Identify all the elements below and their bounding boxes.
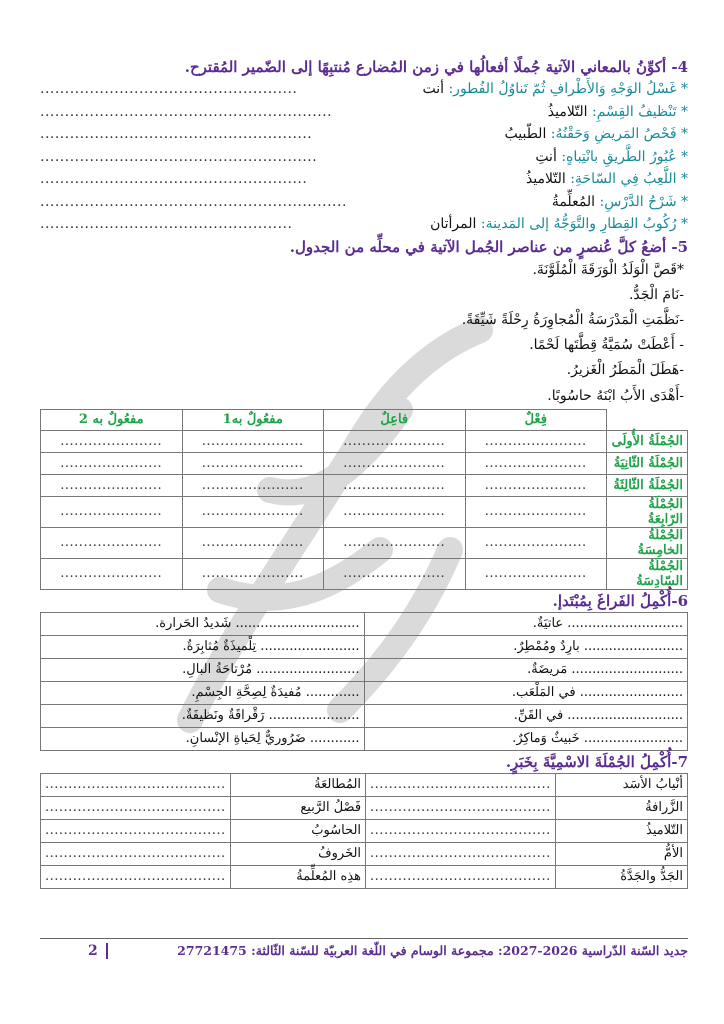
q5-answer-cell[interactable]: ...................... <box>182 474 324 496</box>
q6-row <box>41 727 688 750</box>
q4-item-text: * فَحْصُ المَريضِ وَحَقْنُهُ: <box>550 126 688 142</box>
q5-row-label: الجُمْلَةُ السّادِسَةُ <box>607 558 688 589</box>
q5-answer-cell[interactable]: ...................... <box>41 452 183 474</box>
q7-subject: الأمُّ <box>555 842 687 865</box>
q6-cell[interactable]: ........................ خَبيثٌ وَماكِرٌ. <box>364 727 688 750</box>
q5-row <box>41 452 688 474</box>
q5-row-label: الجُمْلَةُ الخامِسَةُ <box>607 527 688 558</box>
q4-item <box>40 168 688 191</box>
q4-answer-blank[interactable]: ....................................................... <box>40 126 313 142</box>
q4-item-prompt <box>548 101 688 124</box>
q5-row-label: الجُمْلَةُ الثّالِثَةُ <box>607 474 688 496</box>
q7-answer-blank[interactable]: ....................................... <box>41 842 231 865</box>
q5-answer-cell[interactable]: ...................... <box>41 527 183 558</box>
q4-item <box>40 191 688 214</box>
q4-item-prompt <box>526 168 688 191</box>
q5-corner <box>607 409 688 430</box>
q5-answer-cell[interactable]: ...................... <box>41 558 183 589</box>
q7-answer-blank[interactable]: ....................................... <box>366 842 556 865</box>
q4-item <box>40 78 688 101</box>
q5-row <box>41 474 688 496</box>
q5-row-label: الجُمْلَةُ الرّابِعَةُ <box>607 496 688 527</box>
q7-answer-blank[interactable]: ....................................... <box>366 819 556 842</box>
q6-table <box>40 612 688 751</box>
q5-row <box>41 430 688 452</box>
q5-answer-cell[interactable]: ...................... <box>182 430 324 452</box>
q5-title: 5- أضعُ كلَّ عُنصرٍ من عناصر الجُمل الآتية في محلِّه من الجدول. <box>289 237 688 256</box>
q5-sentence: -أَهْدَى الأَبُ ابْنَهُ حاسُوبًا. <box>547 387 684 404</box>
q5-row <box>41 496 688 527</box>
q6-cell[interactable]: ........................ بارِدٌ ومُمْطِرٌ. <box>364 635 688 658</box>
q5-row <box>41 558 688 589</box>
q4-answer-blank[interactable]: ........................................................ <box>40 148 318 165</box>
q7-subject: الحاسُوبُ <box>230 819 365 842</box>
q5-sentence: -نَظَّمَتِ الْمَدْرَسَةُ الْمُجاوِرَةُ رِحْلَةً شَيِّقَةً. <box>461 311 684 328</box>
q4-item-prompt <box>430 213 688 236</box>
q5-row-label: الجُمْلَةُ الثّانِيَةُ <box>607 452 688 474</box>
q7-answer-blank[interactable]: ....................................... <box>366 796 556 819</box>
q5-row-label: الجُمْلَةُ الأُولَى <box>607 430 688 452</box>
q7-subject: هذِه المُعلِّمةُ <box>230 865 365 888</box>
page-number: 2 <box>88 943 108 959</box>
q4-item <box>40 146 688 169</box>
q7-answer-blank[interactable]: ....................................... <box>366 865 556 888</box>
q6-row <box>41 612 688 635</box>
q5-header-verb: فِعْلٌ <box>465 409 607 430</box>
q7-answer-blank[interactable]: ....................................... <box>366 773 556 796</box>
q7-title: 7-أُكْمِلُ الجُمْلَةَ الاسْمِيَّةَ بِخَبَرٍ. <box>505 752 688 771</box>
q4-item-text: * رُكُوبُ القِطارِ والتَّوَجُّهُ إلى المَدينة: <box>480 216 688 232</box>
q5-answer-cell[interactable]: ...................... <box>465 430 607 452</box>
q6-cell[interactable]: .............................. شَديدُ الحَرارة. <box>41 612 365 635</box>
q5-answer-cell[interactable]: ...................... <box>41 496 183 527</box>
q5-header-object1: مفعُولٌ به1 <box>182 409 324 430</box>
q7-subject: الزَّرافةُ <box>555 796 687 819</box>
q7-row <box>41 796 688 819</box>
q7-subject: أنْيابُ الأسَد <box>555 773 687 796</box>
q5-answer-cell[interactable]: ...................... <box>324 558 466 589</box>
q6-cell[interactable]: ........................... مَريضَةٌ. <box>364 658 688 681</box>
q5-answer-cell[interactable]: ...................... <box>182 496 324 527</box>
q5-answer-cell[interactable]: ...................... <box>324 527 466 558</box>
q7-subject: الخَروفُ <box>230 842 365 865</box>
q4-item <box>40 101 688 124</box>
q4-answer-blank[interactable]: ...................................................... <box>40 171 308 187</box>
q6-row <box>41 635 688 658</box>
q5-answer-cell[interactable]: ...................... <box>324 452 466 474</box>
q4-item-text: * شَرْحُ الدَّرْسِ: <box>599 193 688 210</box>
q6-cell[interactable]: ............. مُفيدَةٌ لِصِحَّةِ الجِسْمِ. <box>41 681 365 704</box>
q5-sentence: -هَطَلَ الْمَطَرُ الْغَزيرُ. <box>566 362 684 379</box>
q6-title: 6-أُكْمِلُ الفَراغَ بِمُبْتَدإ. <box>552 591 688 610</box>
q6-cell[interactable]: ............ ضَرُوريٌّ لِحَياةِ الإنْسانِ. <box>41 727 365 750</box>
q7-answer-blank[interactable]: ....................................... <box>41 865 231 888</box>
q5-row <box>41 527 688 558</box>
q4-item-prompt <box>422 78 688 101</box>
q5-answer-cell[interactable]: ...................... <box>324 474 466 496</box>
q4-item <box>40 213 688 236</box>
q4-item-pronoun: أنت <box>422 81 445 97</box>
footer <box>40 938 688 959</box>
q4-item-prompt <box>505 123 689 146</box>
q7-row <box>41 865 688 888</box>
q7-subject: الجَدُّ والجَدَّةُ <box>555 865 687 888</box>
q5-answer-cell[interactable]: ...................... <box>465 558 607 589</box>
q5-answer-cell[interactable]: ...................... <box>41 430 183 452</box>
q7-answer-blank[interactable]: ....................................... <box>41 819 231 842</box>
q6-row <box>41 704 688 727</box>
q6-cell[interactable]: ............................ في القَنِّ. <box>364 704 688 727</box>
q7-row <box>41 819 688 842</box>
q5-answer-cell[interactable]: ...................... <box>465 496 607 527</box>
q5-header-object2: مفعُولٌ به 2 <box>41 409 183 430</box>
q4-title: 4- أكوِّنُ بالمعاني الآتية جُملًا أفعالُها في زمن المُضارع مُنتبِهًا إلى الضّمير المُقترح. <box>184 58 688 76</box>
q4-item-text: * غَسْلُ الوَجْهِ وَالأَطْرافِ ثُمّ تَناوُلُ الفُطور: <box>448 81 688 97</box>
q7-row <box>41 773 688 796</box>
q7-subject: التّلاميذُ <box>555 819 687 842</box>
q5-answer-cell[interactable]: ...................... <box>182 452 324 474</box>
q5-header-subject: فاعِلٌ <box>324 409 466 430</box>
q4-answer-blank[interactable]: ........................................................... <box>40 103 333 120</box>
q4-item-pronoun: المرأتان <box>430 216 477 232</box>
q6-cell[interactable]: ......................... مُرْتاحَةُ البالِ. <box>41 658 365 681</box>
q5-answer-cell[interactable]: ...................... <box>324 496 466 527</box>
q5-answer-cell[interactable]: ...................... <box>324 430 466 452</box>
q7-answer-blank[interactable]: ....................................... <box>41 773 231 796</box>
q7-row <box>41 842 688 865</box>
q6-row <box>41 658 688 681</box>
q5-answer-cell[interactable]: ...................... <box>182 558 324 589</box>
q5-sentence: - أَعْطَتْ سُمَيَّةُ قِطَّتَها لَحْمًا. <box>529 337 684 354</box>
q5-sentence: -نَامَ الْجَدُّ. <box>628 286 684 303</box>
q4-item-pronoun: التّلاميذُ <box>547 103 588 120</box>
q4-item-prompt <box>552 191 688 214</box>
q5-answer-cell[interactable]: ...................... <box>465 527 607 558</box>
q5-sentence: *قَصَّ الْوَلَدُ الْوَرَقَةَ الْمُلَوَّنَةَ. <box>532 261 684 278</box>
q4-item-text: * تَنْظيفُ القِسْمِ: <box>592 103 688 120</box>
q4-item-text: * اللَّعِبُ فِي السّاحَةِ: <box>570 171 688 187</box>
q6-row <box>41 681 688 704</box>
q4-item-pronoun: المُعلِّمةُ <box>551 193 596 210</box>
q4-item-text: * عُبُورُ الطَّريقِ بانْتِباهٍ: <box>561 148 688 165</box>
q4-item-pronoun: الطّبيبُ <box>504 126 547 142</box>
q6-cell[interactable]: ...................... رَقْراقَةٌ ونَظيفَةٌ. <box>41 704 365 727</box>
q5-answer-cell[interactable]: ...................... <box>465 474 607 496</box>
q4-answer-blank[interactable]: ................................................... <box>40 216 293 232</box>
q4-item-pronoun: أنتِ <box>535 148 557 165</box>
q7-answer-blank[interactable]: ....................................... <box>41 796 231 819</box>
q5-answer-cell[interactable]: ...................... <box>465 452 607 474</box>
q6-cell[interactable]: ........................ تِلْميذَةٌ مُثابِرَةٌ. <box>41 635 365 658</box>
q4-item-pronoun: التّلاميذُ <box>525 171 566 187</box>
q4-item-prompt <box>535 146 688 169</box>
q7-subject: فَصْلُ الرَّبيع <box>230 796 365 819</box>
q6-cell[interactable]: ............................ عاتيَةٌ. <box>364 612 688 635</box>
q4-answer-blank[interactable]: .............................................................. <box>40 193 347 210</box>
footer-text: جديد السّنة الدّراسية 2026-2027: مجموعة الوسام في اللّغة العربيّة للسّنة الثّالثة: 27721475 <box>177 943 688 958</box>
q5-answer-cell[interactable]: ...................... <box>41 474 183 496</box>
q4-answer-blank[interactable]: .................................................... <box>40 81 298 97</box>
q6-cell[interactable]: ......................... في المَلْعَب. <box>364 681 688 704</box>
q7-subject: المُطالعَةُ <box>230 773 365 796</box>
q5-table <box>40 409 688 590</box>
q7-table <box>40 773 688 889</box>
q5-answer-cell[interactable]: ...................... <box>182 527 324 558</box>
q4-item <box>40 123 688 146</box>
